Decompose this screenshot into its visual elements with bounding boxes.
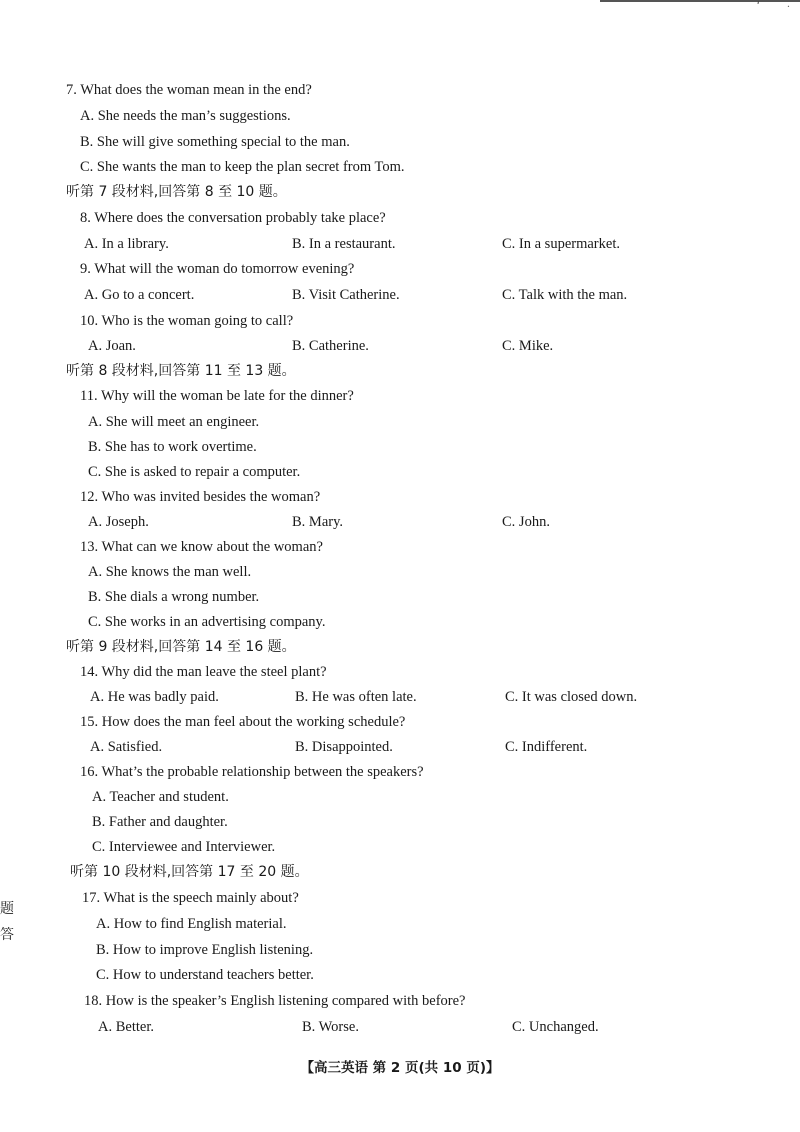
option-b: B. Catherine. bbox=[292, 338, 369, 354]
option-a: A. In a library. bbox=[84, 236, 169, 252]
option-a: A. Go to a concert. bbox=[84, 287, 195, 303]
section-instruction: 听第 10 段材料,回答第 17 至 20 题。 bbox=[70, 864, 309, 880]
corner-dot: · bbox=[786, 2, 790, 13]
option-c: C. Mike. bbox=[502, 338, 554, 354]
option-b: B. He was often late. bbox=[295, 689, 417, 705]
question-stem: 10. Who is the woman going to call? bbox=[80, 313, 294, 329]
section-instruction: 听第 7 段材料,回答第 8 至 10 题。 bbox=[66, 184, 287, 200]
section-instruction: 听第 9 段材料,回答第 14 至 16 题。 bbox=[66, 639, 296, 655]
option-a: A. Teacher and student. bbox=[92, 789, 229, 805]
option-b: B. Mary. bbox=[292, 514, 344, 530]
question-stem: 13. What can we know about the woman? bbox=[80, 539, 323, 555]
option-c: C. It was closed down. bbox=[505, 689, 638, 705]
option-c: C. She wants the man to keep the plan secret from Tom. bbox=[80, 159, 405, 175]
section-instruction: 听第 8 段材料,回答第 11 至 13 题。 bbox=[66, 363, 296, 379]
option-b: B. Disappointed. bbox=[295, 739, 393, 755]
option-a: A. She knows the man well. bbox=[88, 564, 252, 580]
option-b: B. How to improve English listening. bbox=[96, 942, 314, 958]
option-c: C. She works in an advertising company. bbox=[88, 614, 326, 630]
option-c: C. In a supermarket. bbox=[502, 236, 620, 252]
option-c: C. John. bbox=[502, 514, 550, 530]
option-b: B. She will give something special to the man. bbox=[80, 134, 350, 150]
question-stem: 9. What will the woman do tomorrow evening? bbox=[80, 261, 355, 277]
option-a: A. Joseph. bbox=[88, 514, 149, 530]
option-b: B. Father and daughter. bbox=[92, 814, 228, 830]
question-stem: 16. What’s the probable relationship between the speakers? bbox=[80, 764, 424, 780]
option-a: A. Joan. bbox=[88, 338, 136, 354]
option-b: B. Worse. bbox=[302, 1019, 359, 1035]
option-b: B. In a restaurant. bbox=[292, 236, 396, 252]
corner-mark: ʹ bbox=[756, 0, 760, 14]
option-c: C. How to understand teachers better. bbox=[96, 967, 314, 983]
question-stem: 12. Who was invited besides the woman? bbox=[80, 489, 321, 505]
option-a: A. He was badly paid. bbox=[90, 689, 219, 705]
option-c: C. Talk with the man. bbox=[502, 287, 628, 303]
margin-char: 答 bbox=[0, 927, 14, 943]
question-stem: 18. How is the speaker’s English listening compared with before? bbox=[84, 993, 466, 1009]
option-a: A. She needs the man’s suggestions. bbox=[80, 108, 291, 124]
option-a: A. How to find English material. bbox=[96, 916, 287, 932]
option-b: B. She dials a wrong number. bbox=[88, 589, 260, 605]
option-c: C. Unchanged. bbox=[512, 1019, 599, 1035]
option-c: C. She is asked to repair a computer. bbox=[88, 464, 301, 480]
question-stem: 15. How does the man feel about the working schedule? bbox=[80, 714, 406, 730]
top-border-line bbox=[600, 0, 800, 8]
option-c: C. Interviewee and Interviewer. bbox=[92, 839, 276, 855]
option-a: A. Better. bbox=[98, 1019, 154, 1035]
page-footer: 【高三英语 第 2 页(共 10 页)】 bbox=[300, 1060, 500, 1076]
question-stem: 17. What is the speech mainly about? bbox=[82, 890, 299, 906]
option-b: B. Visit Catherine. bbox=[292, 287, 400, 303]
option-b: B. She has to work overtime. bbox=[88, 439, 257, 455]
question-stem: 14. Why did the man leave the steel plant? bbox=[80, 664, 327, 680]
option-a: A. Satisfied. bbox=[90, 739, 163, 755]
question-stem: 7. What does the woman mean in the end? bbox=[66, 82, 312, 98]
margin-char: 题 bbox=[0, 901, 14, 917]
option-c: C. Indifferent. bbox=[505, 739, 588, 755]
question-stem: 11. Why will the woman be late for the dinner? bbox=[80, 388, 354, 404]
question-stem: 8. Where does the conversation probably take place? bbox=[80, 210, 386, 226]
option-a: A. She will meet an engineer. bbox=[88, 414, 260, 430]
